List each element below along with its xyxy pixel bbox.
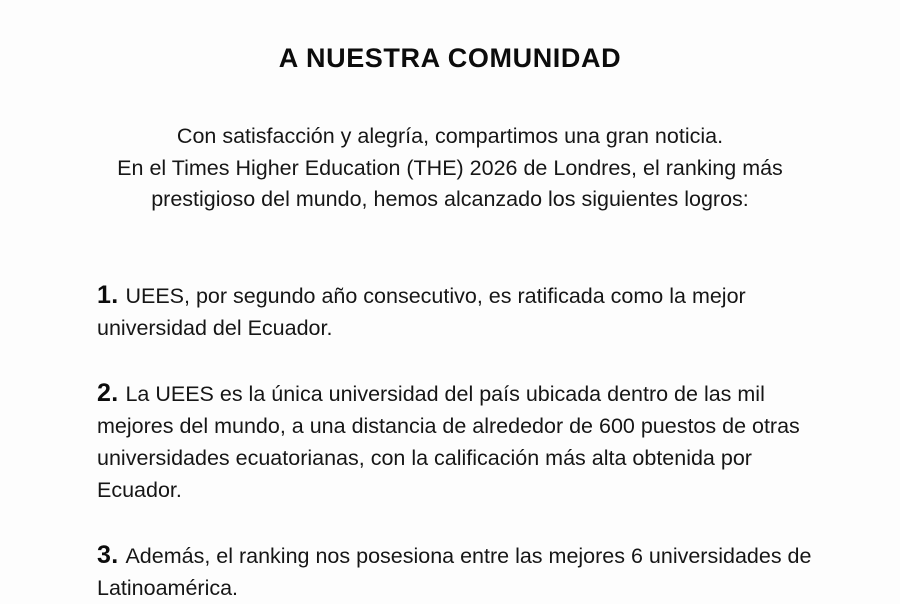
achievement-item-2: [97, 377, 822, 506]
item-3-number: 3.: [97, 540, 119, 569]
achievement-item-3: [97, 539, 822, 604]
intro-sentence-2: En el Times Higher Education (THE) 2026 de Londres, el ranking más prestigioso del mundo, hemos alcanzado los siguientes logros:: [117, 155, 783, 212]
achievement-item-1: [97, 279, 822, 344]
intro-paragraph: [72, 121, 828, 216]
item-1-number: 1.: [97, 280, 119, 309]
achievement-list: [97, 279, 822, 604]
item-2-number: 2.: [97, 378, 119, 407]
item-3-text: Además, el ranking nos posesiona entre las mejores 6 universidades de Latinoamérica.: [97, 543, 812, 600]
page-title: A NUESTRA COMUNIDAD: [278, 43, 622, 74]
item-2-text: La UEES es la única universidad del país ubicada dentro de las mil mejores del mundo, a una distancia de alrededor de 600 puestos de otras universidades ecuatorianas, con la calificación más alta obtenida por Ecuador.: [97, 381, 800, 502]
item-1-text: UEES, por segundo año consecutivo, es ratificada como la mejor universidad del Ecuador.: [97, 283, 746, 340]
intro-sentence-1: Con satisfacción y alegría, compartimos una gran noticia.: [176, 124, 724, 149]
